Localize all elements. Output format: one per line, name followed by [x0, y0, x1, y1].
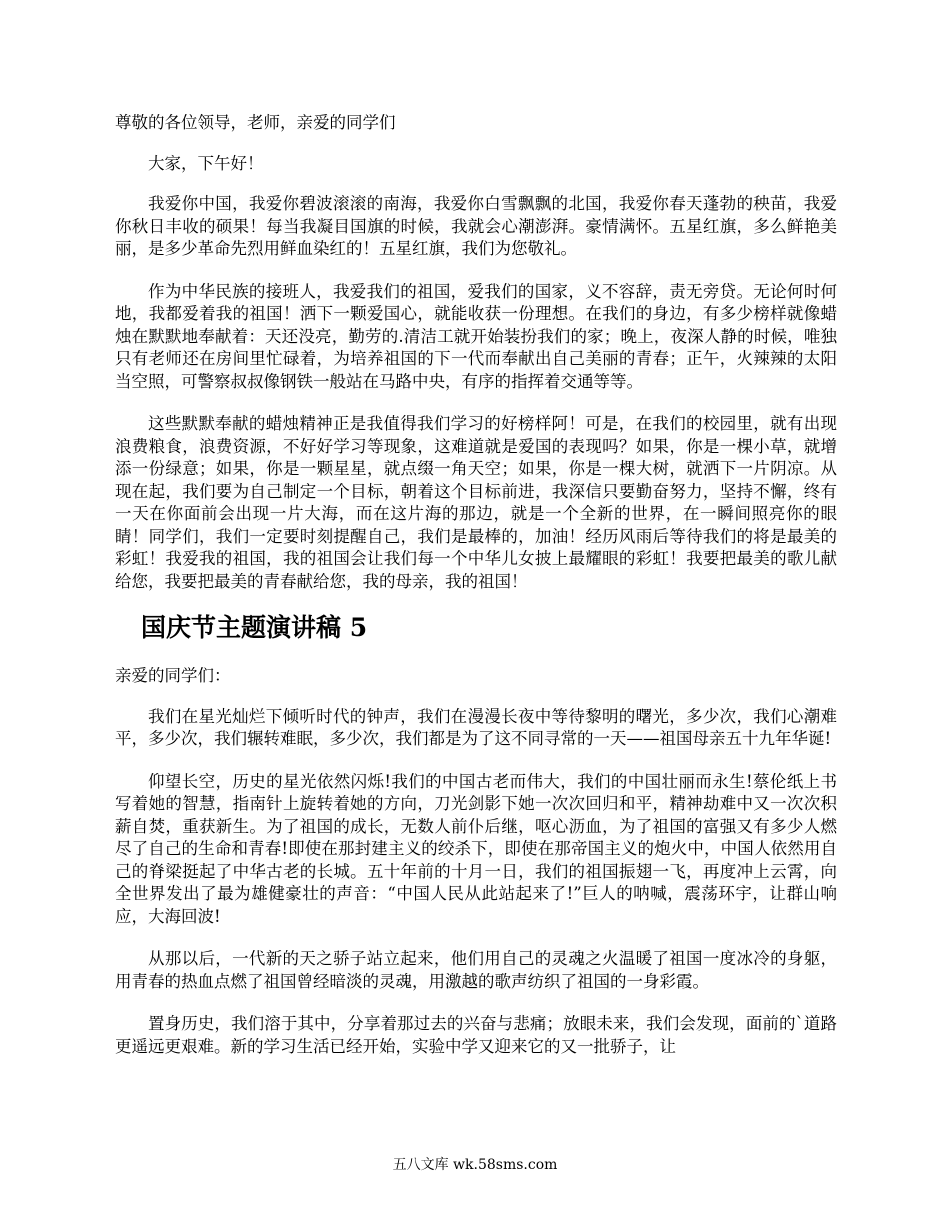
- document-body: [115, 112, 837, 1058]
- paragraph: 从那以后，一代新的天之骄子站立起来，他们用自己的灵魂之火温暖了祖国一度冰冷的身躯，用青春的热血点燃了祖国曾经暗淡的灵魂，用激越的歌声纺织了祖国的一身彩霞。: [115, 949, 837, 991]
- paragraph: 这些默默奉献的蜡烛精神正是我值得我们学习的好榜样阿！可是，在我们的校园里，就有出现浪费粮食，浪费资源，不好好学习等现象，这难道就是爱国的表现吗？如果，你是一棵小草，就增添一份绿意；如果，你是一颗星星，就点缀一角天空；如果，你是一棵大树，就洒下一片阴凉。从现在起，我们要为自己制定一个目标，朝着这个目标前进，我深信只要勤奋努力，坚持不懈，终有一天在你面前会出现一片大海，而在这片海的那边，就是一个全新的世界，在一瞬间照亮你的眼睛！同学们，我们一定要时刻提醒自己，我们是最棒的，加油！经历风雨后等待我们的将是最美的彩虹！我爱我的祖国，我的祖国会让我们每一个中华儿女披上最耀眼的彩虹！我要把最美的歌儿献给您，我要把最美的青春献给您，我的母亲，我的祖国！: [115, 414, 837, 591]
- paragraph: 作为中华民族的接班人，我爱我们的祖国，爱我们的国家，义不容辞，责无旁贷。无论何时何地，我都爱着我的祖国！洒下一颗爱国心，就能收获一份理想。在我们的身边，有多少榜样就像蜡烛在默默地奉献着：天还没亮，勤劳的.清洁工就开始装扮我们的家；晚上，夜深人静的时候，唯独只有老师还在房间里忙碌着，为培养祖国的下一代而奉献出自己美丽的青春；正午，火辣辣的太阳当空照，可警察叔叔像钢铁一般站在马路中央，有序的指挥着交通等等。: [115, 281, 837, 391]
- paragraph: 置身历史，我们溶于其中，分享着那过去的兴奋与悲痛；放眼未来，我们会发现，面前的`道路更遥远更艰难。新的学习生活已经开始，实验中学又迎来它的又一批骄子，让: [115, 1014, 837, 1056]
- paragraph: 仰望长空，历史的星光依然闪烁!我们的中国古老而伟大，我们的中国壮丽而永生!蔡伦纸上书写着她的智慧，指南针上旋转着她的方向，刀光剑影下她一次次回归和平，精神劫难中又一次次积薪自焚，重获新生。为了祖国的成长，无数人前仆后继，呕心沥血，为了祖国的富强又有多少人燃尽了自己的生命和青春!即使在那封建主义的绞杀下，即使在那帝国主义的炮火中，中国人依然用自己的脊梁挺起了中华古老的长城。五十年前的十月一日，我们的祖国振翅一飞，再度冲上云霄，向全世界发出了最为雄健豪壮的声音：“中国人民从此站起来了!”巨人的呐喊，震荡环宇，让群山响应，大海回波!: [115, 771, 837, 926]
- footer-watermark: 五八文库 wk.58sms.com: [392, 1157, 558, 1173]
- paragraph: 我们在星光灿烂下倾听时代的钟声，我们在漫漫长夜中等待黎明的曙光，多少次，我们心潮难平，多少次，我们辗转难眠，多少次，我们都是为了这不同寻常的一天——祖国母亲五十九年华诞!: [115, 706, 837, 748]
- paragraph: 我爱你中国，我爱你碧波滚滚的南海，我爱你白雪飘飘的北国，我爱你春天蓬勃的秧苗，我爱你秋日丰收的硕果！每当我凝目国旗的时候，我就会心潮澎湃。豪情满怀。五星红旗，多么鲜艳美丽，是多少革命先烈用鲜血染红的！五星红旗，我们为您敬礼。: [115, 194, 837, 258]
- salutation: 亲爱的同学们：: [115, 666, 231, 685]
- salutation: 尊敬的各位领导，老师，亲爱的同学们: [115, 113, 396, 132]
- section-heading: 国庆节主题演讲稿 5: [141, 613, 368, 642]
- greeting-line: 大家，下午好！: [148, 153, 264, 173]
